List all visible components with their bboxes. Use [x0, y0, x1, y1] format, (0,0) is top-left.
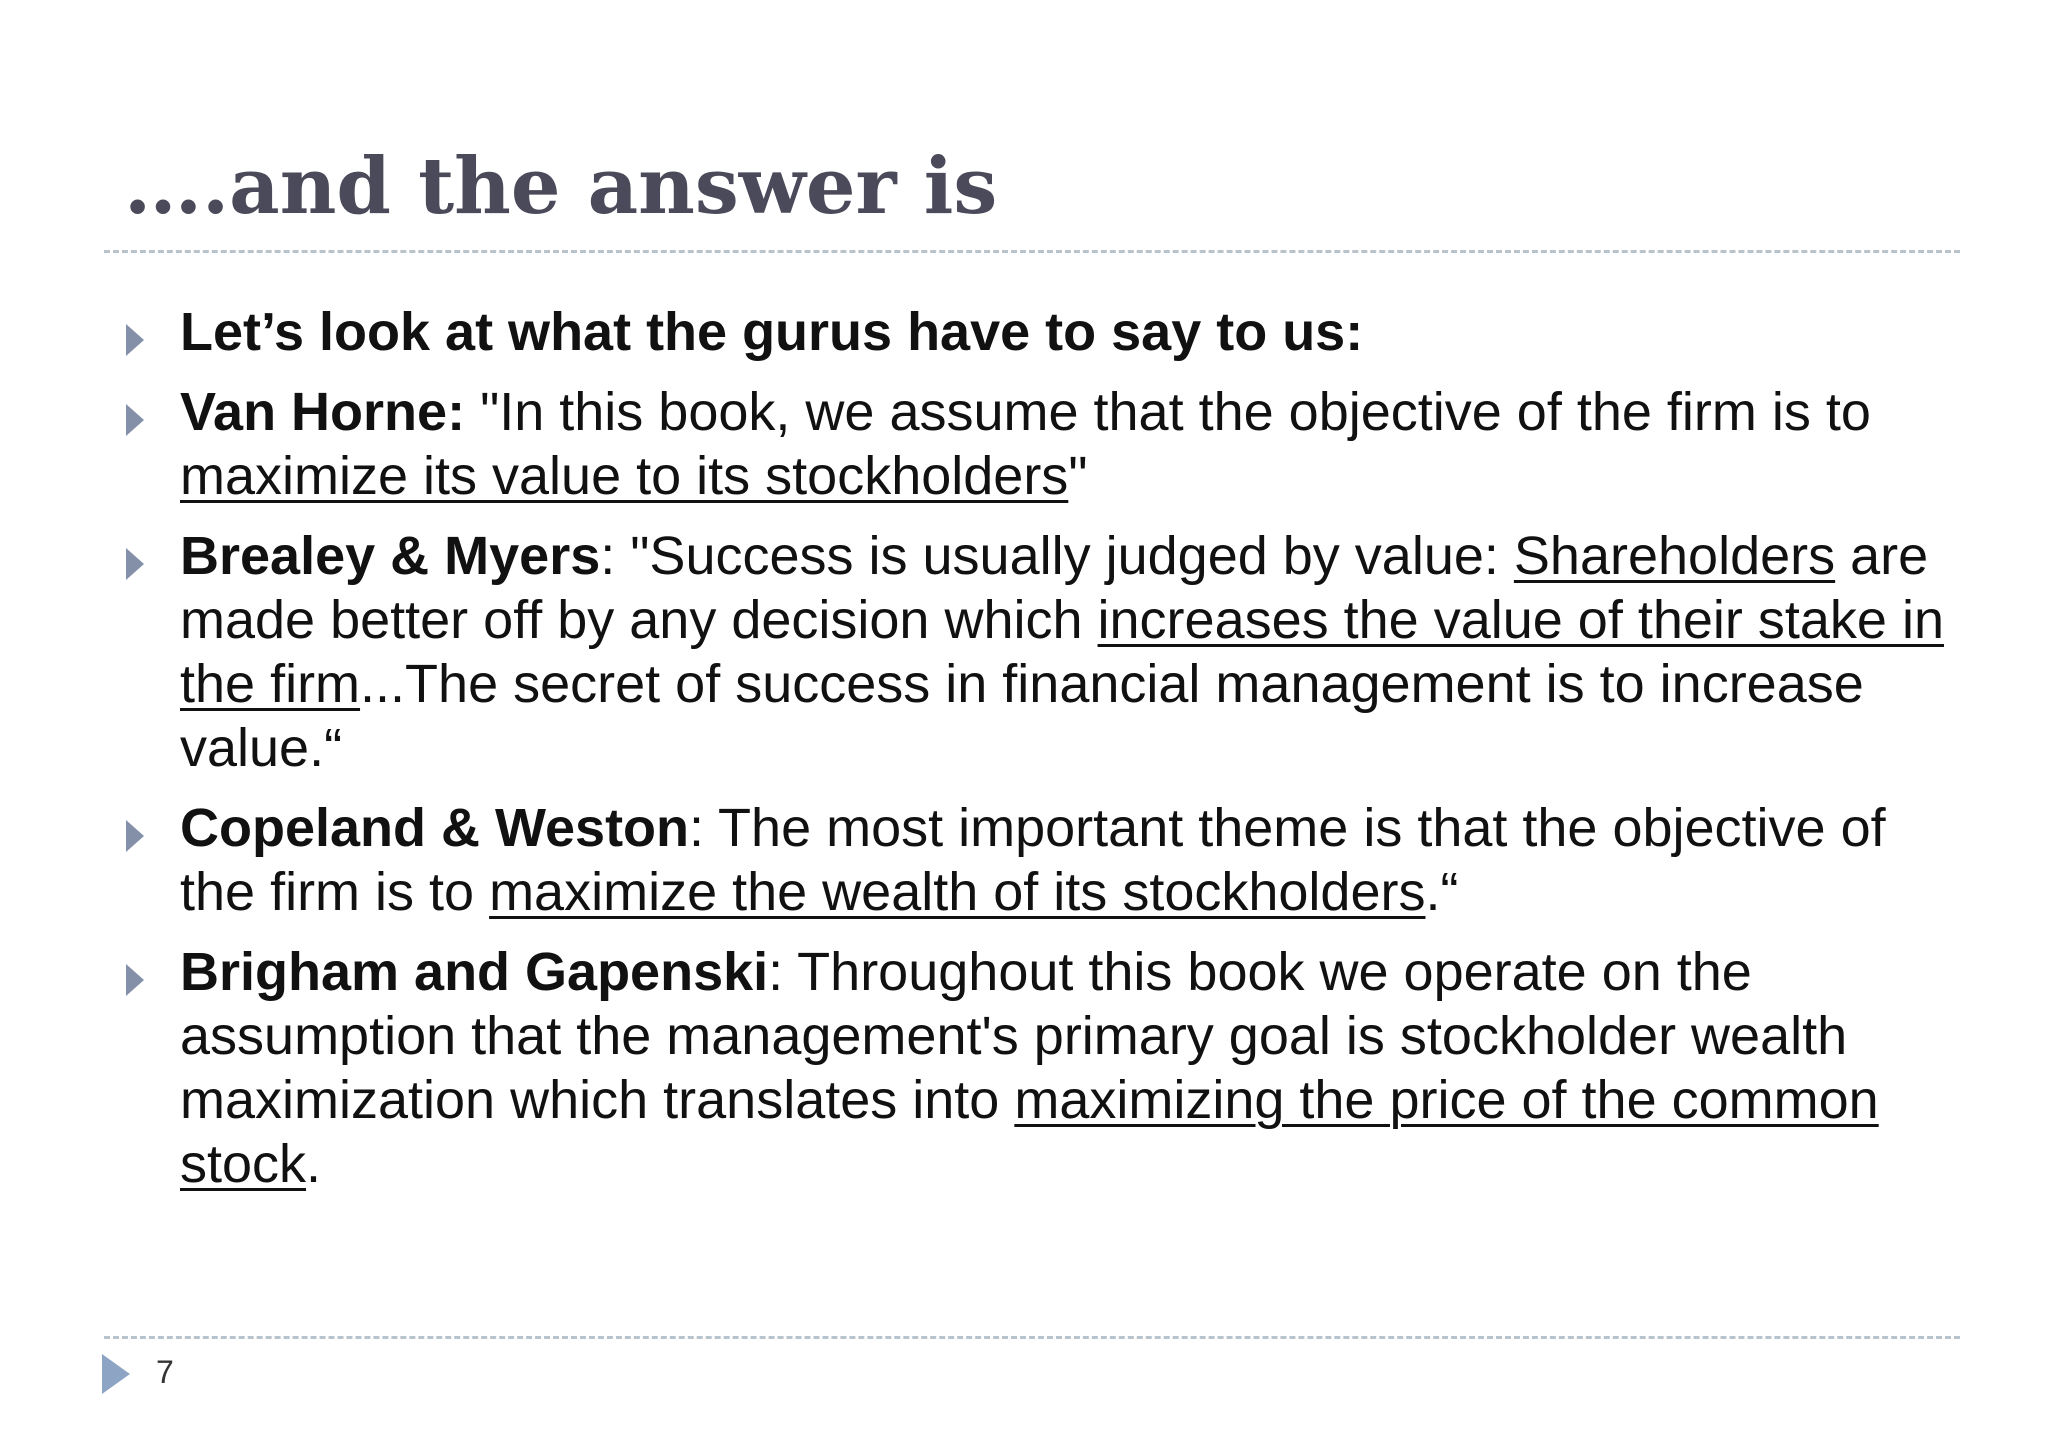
author-name: Brealey & Myers	[180, 526, 601, 586]
quote-text: : "Success is usually judged by value:	[600, 526, 1514, 586]
bullet-brealey-myers	[122, 524, 1962, 780]
bullet-triangle-icon	[126, 324, 144, 356]
underlined-phrase: maximize its value to its stockholders	[180, 446, 1069, 506]
bottom-divider	[104, 1336, 1960, 1339]
bullet-triangle-icon	[126, 820, 144, 852]
quote-text: .“	[1425, 862, 1459, 922]
footer-triangle-icon	[102, 1354, 130, 1394]
quote-text: "In this book, we assume that the objective of the firm is to	[465, 382, 1871, 442]
bullet-van-horne	[122, 380, 1962, 508]
quote-text: .	[306, 1134, 322, 1194]
underlined-phrase: maximizing the price of the common stock	[180, 1070, 1879, 1194]
bullet-brigham-gapenski	[122, 940, 1962, 1196]
bullet-list	[122, 300, 1962, 1212]
bullet-copeland-weston	[122, 796, 1962, 924]
bullet-intro-text: Let’s look at what the gurus have to say to us:	[180, 302, 1364, 362]
author-name: Brigham and Gapenski	[180, 942, 769, 1002]
bullet-triangle-icon	[126, 964, 144, 996]
bullet-triangle-icon	[126, 404, 144, 436]
quote-text: : The most important theme is that the objective of the firm is to	[180, 798, 1886, 922]
author-name: Copeland & Weston	[180, 798, 690, 858]
author-name: Van Horne:	[180, 382, 466, 442]
quote-text: : Throughout this book we operate on the assumption that the management's primary goal is stockholder wealth maximization which translates into	[180, 942, 1848, 1130]
page-number: 7	[156, 1354, 174, 1390]
quote-text: "	[1068, 446, 1088, 506]
top-divider	[104, 250, 1960, 253]
quote-text: ...The secret of success in financial management is to increase value.“	[180, 654, 1864, 778]
quote-text: are made better off by any decision which	[180, 526, 1929, 650]
slide-title: ….and the answer is	[124, 141, 998, 232]
underlined-phrase: maximize the wealth of its stockholders	[489, 862, 1426, 922]
underlined-phrase: increases the value of their stake in the firm	[180, 590, 1944, 714]
bullet-triangle-icon	[126, 548, 144, 580]
underlined-phrase: Shareholders	[1513, 526, 1836, 586]
bullet-intro	[122, 300, 1962, 364]
